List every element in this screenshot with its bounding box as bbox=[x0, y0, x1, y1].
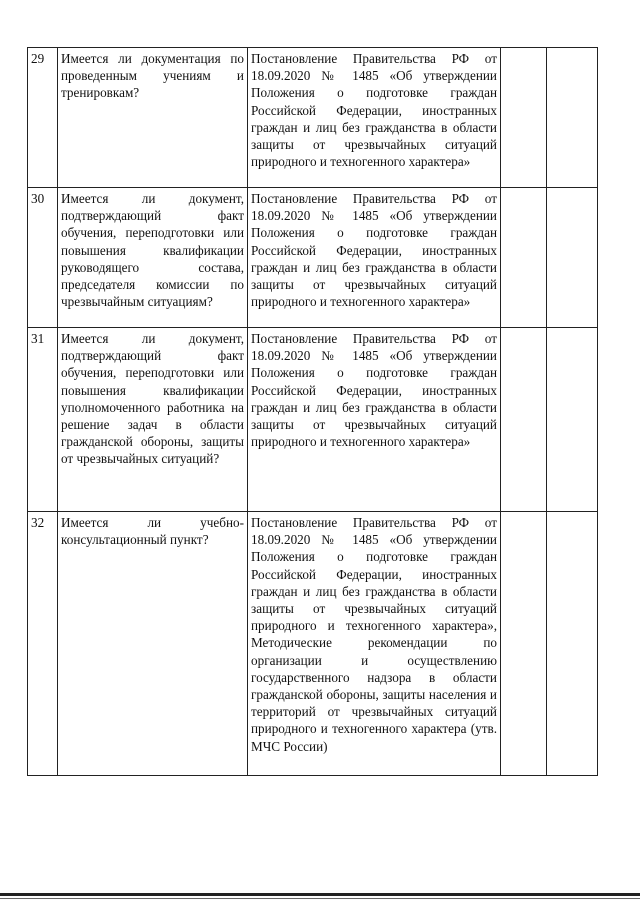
table-row bbox=[28, 188, 598, 328]
question-cell: Имеется ли документ, подтверждающий факт обучения, переподготовки или повышения квалификации уполномоченного работника на решение задач в области гражданской обороны, защиты от чрезвычайных ситуаций? bbox=[58, 328, 248, 512]
row-number: 29 bbox=[28, 48, 58, 188]
table-row bbox=[28, 48, 598, 188]
table-row bbox=[28, 328, 598, 512]
scan-edge-line bbox=[0, 898, 640, 899]
answer-no-cell[interactable] bbox=[547, 188, 598, 328]
answer-yes-cell[interactable] bbox=[501, 48, 547, 188]
question-cell: Имеется ли документация по проведенным учениям и тренировкам? bbox=[58, 48, 248, 188]
answer-no-cell[interactable] bbox=[547, 328, 598, 512]
legal-source-cell: Постановление Правительства РФ от 18.09.2020 № 1485 «Об утверждении Положения о подготовке граждан Российской Федерации, иностранных граждан и лиц без гражданства в области защиты от чрезвычайных ситуаций природного и техногенного характера» bbox=[248, 328, 501, 512]
checklist-table bbox=[27, 47, 598, 776]
answer-no-cell[interactable] bbox=[547, 512, 598, 776]
legal-source-cell: Постановление Правительства РФ от 18.09.2020 № 1485 «Об утверждении Положения о подготовке граждан Российской Федерации, иностранных граждан и лиц без гражданства в области защиты от чрезвычайных ситуаций природного и техногенного характера», Методические рекомендации по организации и осуществлению государственного надзора в области гражданской обороны, защиты населения и территорий от чрезвычайных ситуаций природного и техногенного характера (утв. МЧС России) bbox=[248, 512, 501, 776]
question-cell: Имеется ли учебно-консультационный пункт? bbox=[58, 512, 248, 776]
answer-yes-cell[interactable] bbox=[501, 512, 547, 776]
row-number: 30 bbox=[28, 188, 58, 328]
answer-no-cell[interactable] bbox=[547, 48, 598, 188]
legal-source-cell: Постановление Правительства РФ от 18.09.2020 № 1485 «Об утверждении Положения о подготовке граждан Российской Федерации, иностранных граждан и лиц без гражданства в области защиты от чрезвычайных ситуаций природного и техногенного характера» bbox=[248, 188, 501, 328]
row-number: 32 bbox=[28, 512, 58, 776]
row-number: 31 bbox=[28, 328, 58, 512]
answer-yes-cell[interactable] bbox=[501, 328, 547, 512]
table-row bbox=[28, 512, 598, 776]
question-cell: Имеется ли документ, подтверждающий факт обучения, переподготовки или повышения квалификации руководящего состава, председателя комиссии по чрезвычайным ситуациям? bbox=[58, 188, 248, 328]
answer-yes-cell[interactable] bbox=[501, 188, 547, 328]
scan-edge-line bbox=[0, 893, 640, 896]
legal-source-cell: Постановление Правительства РФ от 18.09.2020 № 1485 «Об утверждении Положения о подготовке граждан Российской Федерации, иностранных граждан и лиц без гражданства в области защиты от чрезвычайных ситуаций природного и техногенного характера» bbox=[248, 48, 501, 188]
